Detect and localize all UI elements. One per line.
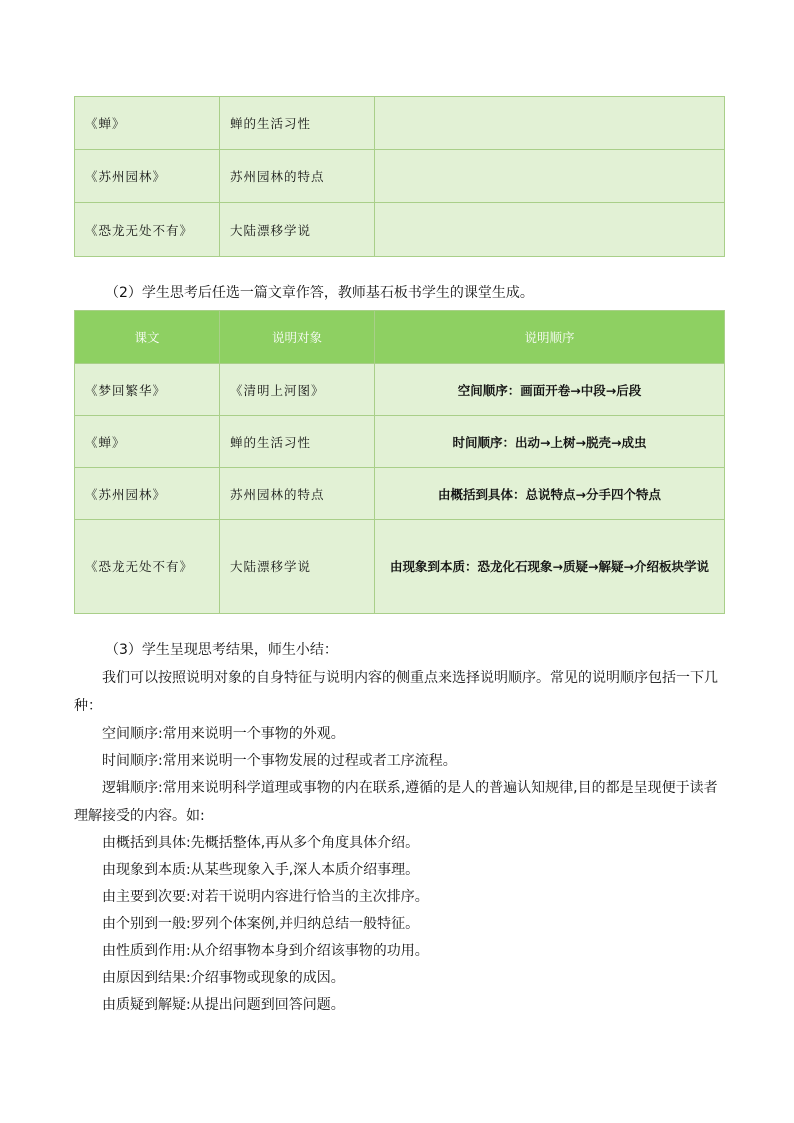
instruction-2: （2）学生思考后任选一篇文章作答，教师基石板书学生的课堂生成。: [105, 285, 534, 301]
cell-text: 《蝉》: [75, 416, 220, 468]
list-item: 由性质到作用:从介绍事物本身到介绍该事物的功用。: [102, 943, 429, 959]
list-item: 由现象到本质:从某些现象入手,深人本质介绍事理。: [102, 862, 420, 878]
cell-object: 大陆漂移学说: [220, 520, 375, 614]
cell-order: 空间顺序：画面开卷→中段→后段: [375, 364, 725, 416]
list-item: 由主要到次要:对若干说明内容进行恰当的主次排序。: [102, 889, 429, 905]
list-item: 由原因到结果:介绍事物或现象的成因。: [102, 970, 345, 986]
cell-order: 时间顺序：出动→上树→脱壳→成虫: [375, 416, 725, 468]
cell-text: 《恐龙无处不有》: [75, 520, 220, 614]
cell-text: 《苏州园林》: [75, 150, 220, 203]
spatial-order-line: 空间顺序:常用来说明一个事物的外观。: [102, 726, 345, 742]
table-header-row: [75, 311, 725, 364]
cell-object: 苏州园林的特点: [220, 150, 375, 203]
header-order: 说明顺序: [375, 311, 725, 364]
cell-object: 蝉的生活习性: [220, 416, 375, 468]
cell-object: 苏州园林的特点: [220, 468, 375, 520]
cell-text: 《梦回繁华》: [75, 364, 220, 416]
summary-intro: （3）学生呈现思考结果，师生小结：: [105, 642, 338, 658]
cell-object: 蝉的生活习性: [220, 97, 375, 150]
table-continued: [74, 96, 725, 257]
temporal-order-line: 时间顺序:常用来说明一个事物发展的过程或者工序流程。: [102, 753, 457, 769]
header-object: 说明对象: [220, 311, 375, 364]
list-item: 由质疑到解疑:从提出问题到回答问题。: [102, 997, 345, 1013]
cell-text: 《蝉》: [75, 97, 220, 150]
list-item: 由个别到一般:罗列个体案例,并归纳总结一般特征。: [102, 916, 420, 932]
cell-order: 由概括到具体：总说特点→分手四个特点: [375, 468, 725, 520]
cell-order: [375, 150, 725, 203]
logical-order-paragraph: 逻辑顺序:常用来说明科学道理或事物的内在联系,遵循的是人的普遍认知规律,目的都是呈现便于读者理解接受的内容。如:: [74, 780, 718, 824]
cell-order: 由现象到本质：恐龙化石现象→质疑→解疑→介绍板块学说: [375, 520, 725, 614]
table-row: [75, 468, 725, 520]
cell-object: 大陆漂移学说: [220, 203, 375, 257]
summary-paragraph: 我们可以按照说明对象的自身特征与说明内容的侧重点来选择说明顺序。常见的说明顺序包括一下几种：: [74, 670, 718, 714]
table-row: [75, 150, 725, 203]
cell-order: [375, 97, 725, 150]
table-row: [75, 364, 725, 416]
table-row: [75, 97, 725, 150]
header-text: 课文: [75, 311, 220, 364]
cell-text: 《恐龙无处不有》: [75, 203, 220, 257]
table-row: [75, 520, 725, 614]
table-row: [75, 416, 725, 468]
cell-object: 《清明上河图》: [220, 364, 375, 416]
cell-order: [375, 203, 725, 257]
order-table: [74, 310, 725, 614]
table-row: [75, 203, 725, 257]
cell-text: 《苏州园林》: [75, 468, 220, 520]
list-item: 由概括到具体:先概括整体,再从多个角度具体介绍。: [102, 835, 420, 851]
